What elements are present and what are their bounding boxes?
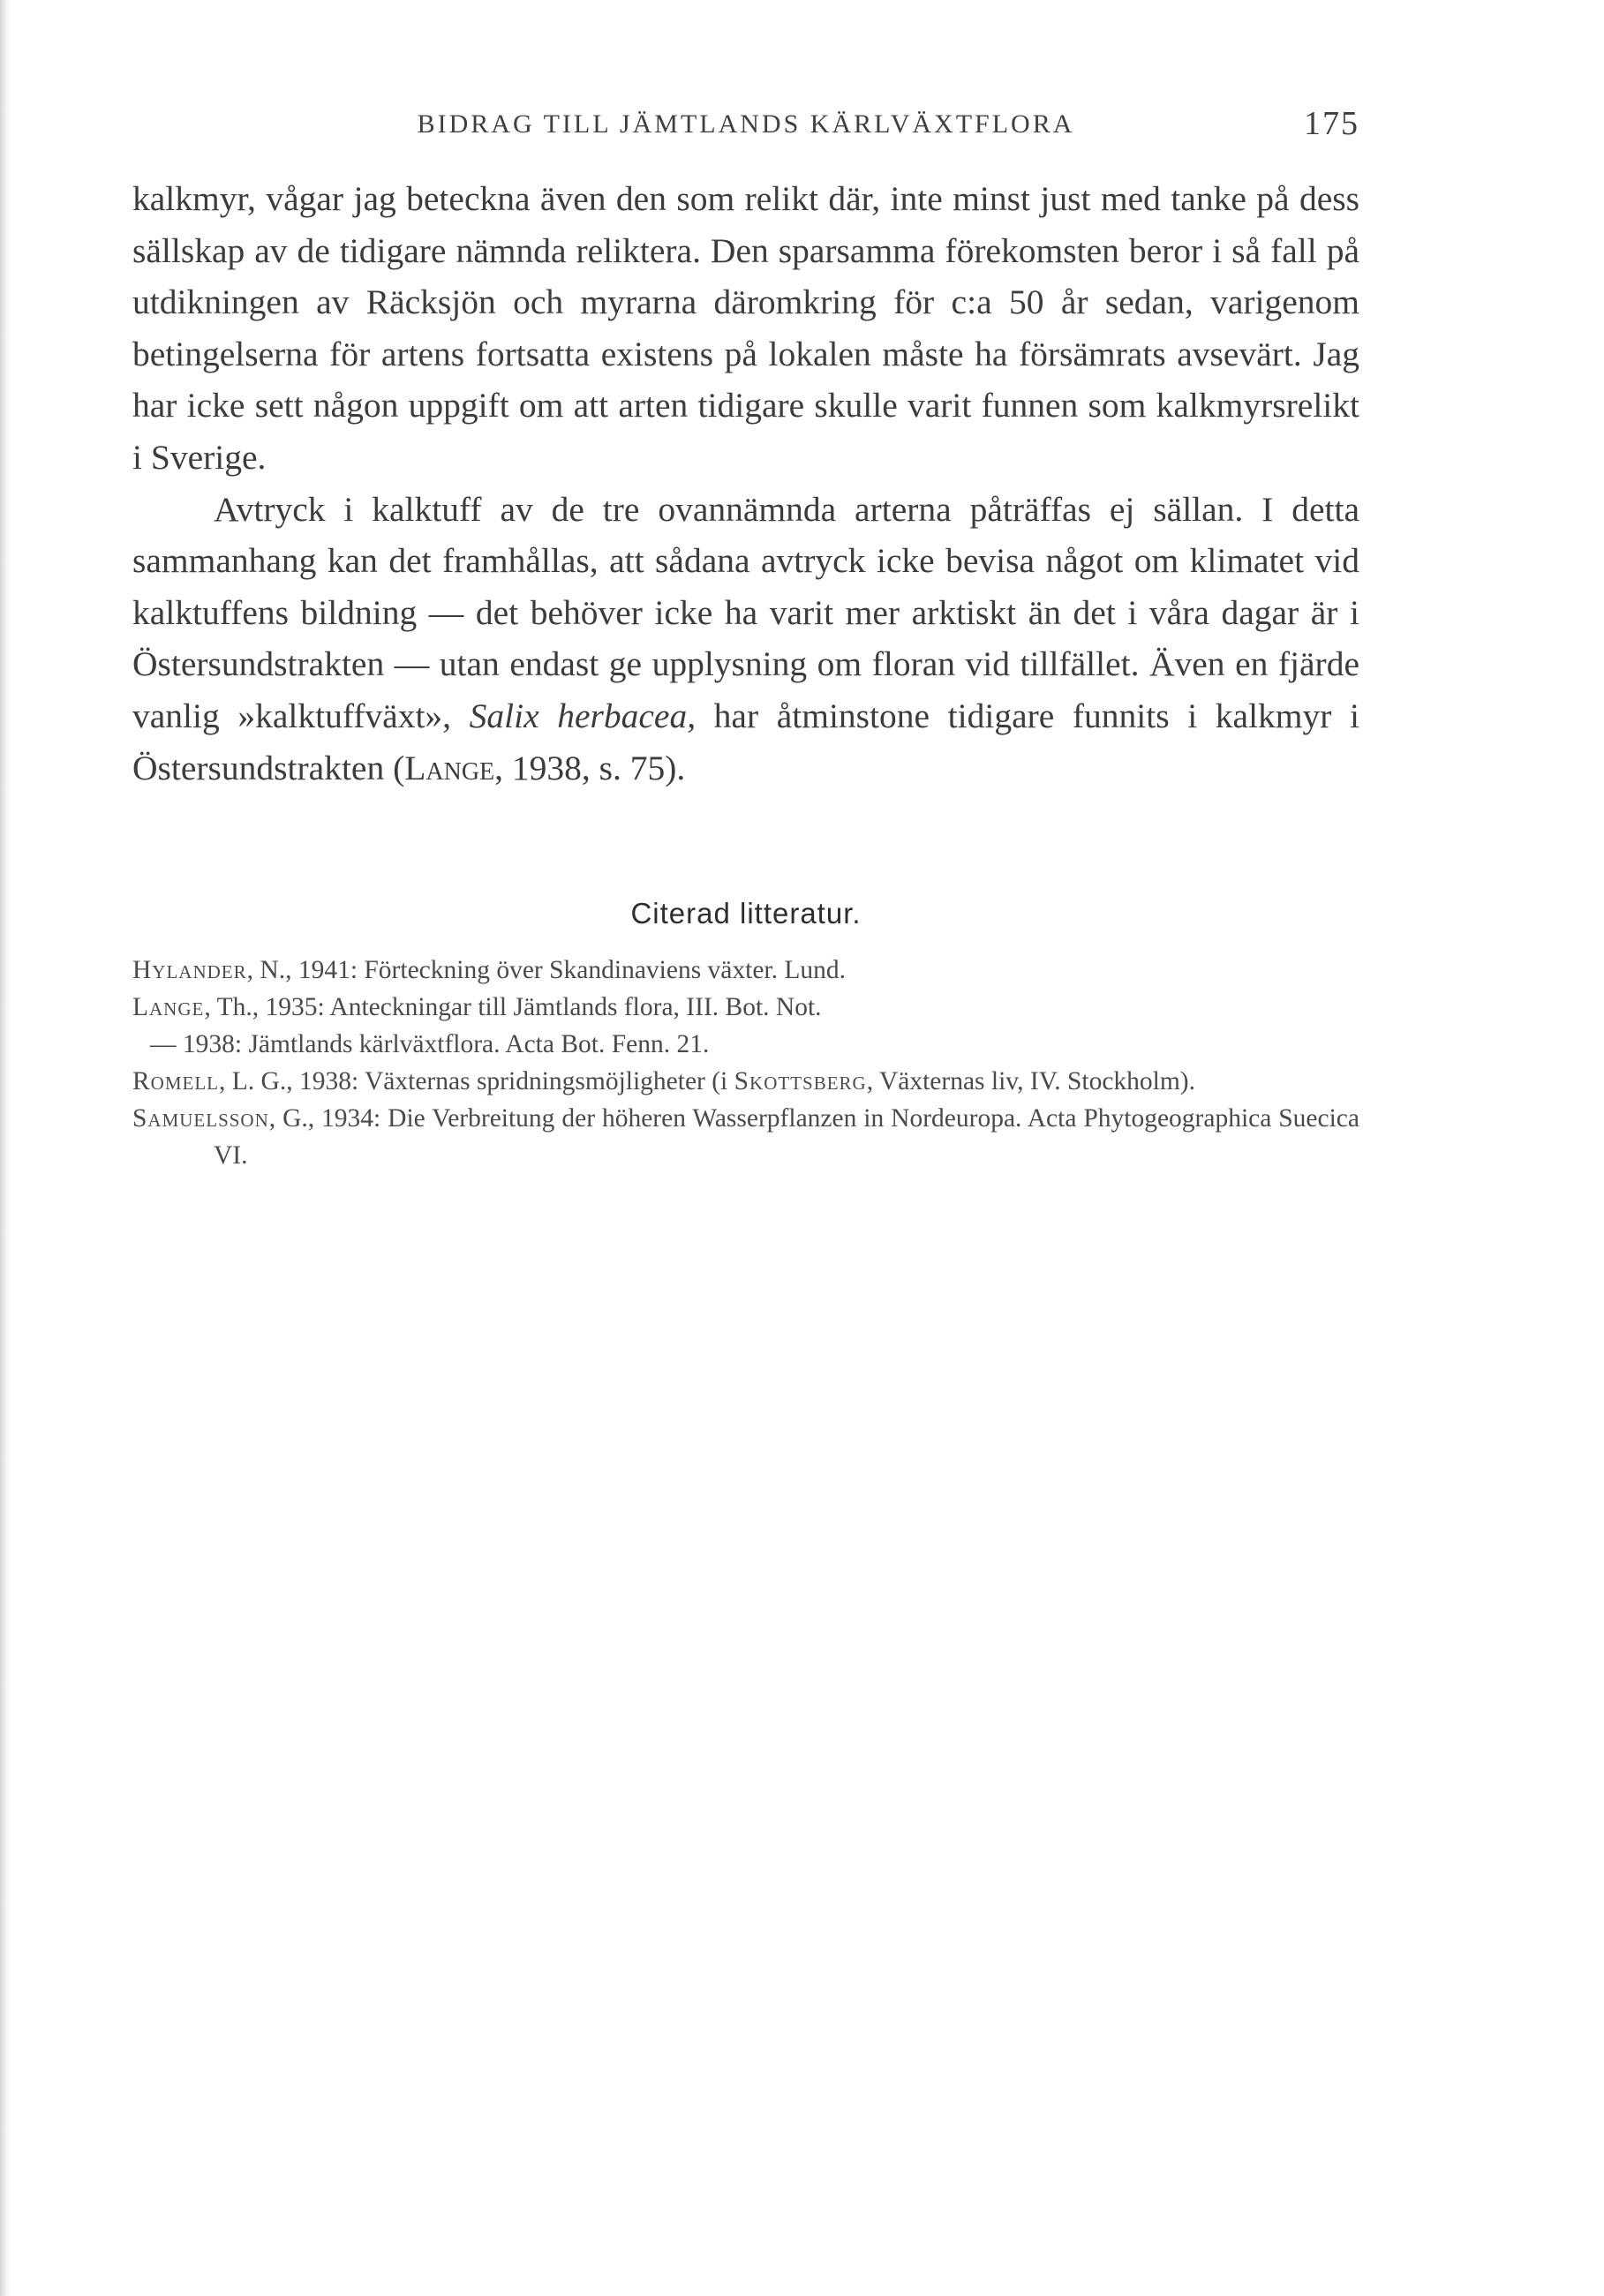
reference-entry — [132, 1026, 1359, 1063]
reference-entry — [132, 952, 1359, 989]
section-heading: Citerad litteratur. — [630, 897, 862, 930]
reference-author: Hylander — [132, 956, 247, 984]
reference-dash: — — [150, 1030, 177, 1058]
citation-author: Lange — [404, 748, 495, 787]
running-title: BIDRAG TILL JÄMTLANDS KÄRLVÄXTFLORA — [417, 109, 1075, 139]
reference-editor: Skottsberg — [734, 1067, 867, 1095]
reference-entry — [132, 989, 1359, 1026]
reference-author: Romell — [132, 1067, 219, 1095]
reference-author: Lange — [132, 993, 205, 1021]
reference-entry — [132, 1063, 1359, 1100]
paragraph-2 — [132, 484, 1359, 794]
paragraph-2-text-c: , 1938, s. 75). — [494, 748, 686, 787]
page-number: 175 — [1304, 105, 1359, 142]
reference-details: , L. G., 1938: Växternas spridningsmöjligheter (i — [219, 1067, 734, 1095]
body-text — [132, 173, 1359, 794]
reference-details: , N., 1941: Förteckning över Skandinaviens växter. Lund. — [246, 956, 847, 984]
reference-details: , G., 1934: Die Verbreitung der höheren Wasserpflanzen in Nordeuropa. Acta Phytogeographica Suecica VI. — [214, 1104, 1359, 1170]
paragraph-2-text-a: Avtryck i kalktuff av de tre ovannämnda arterna påträffas ej sällan. I detta sammanhang kan det framhållas, att sådana avtryck icke bevisa något om klimatet vid kalktuffens bildning — det behöver icke ha varit mer arktiskt än det i våra dagar är i Östersundstrakten — utan endast ge upplysning om floran vid tillfället. Även en fjärde vanlig »kalktuffväxt», — [132, 489, 1359, 735]
running-header — [132, 104, 1359, 148]
reference-details: , Th., 1935: Anteckningar till Jämtlands flora, III. Bot. Not. — [204, 993, 822, 1021]
species-name-italic: Salix herbacea, — [469, 696, 697, 735]
reference-list — [132, 952, 1359, 1174]
reference-author: Samuelsson — [132, 1104, 269, 1133]
reference-details-cont: , Växternas liv, IV. Stockholm). — [866, 1067, 1195, 1095]
paragraph-2-text-b: har åtminstone tidigare funnits i kalkmyr i Östersundstrakten ( — [132, 696, 1360, 787]
reference-entry — [132, 1100, 1359, 1174]
paragraph-1: kalkmyr, vågar jag beteckna även den som relikt där, inte minst just med tanke på dess sällskap av de tidigare nämnda reliktera. Den sparsamma förekomsten beror i så fall på utdikningen av Räcksjön och myrarna däromkring för c:a 50 år sedan, varigenom betingelserna för artens fortsatta existens på lokalen måste ha försämrats avsevärt. Jag har icke sett någon uppgift om att arten tidigare skulle varit funnen som kalkmyrsrelikt i Sverige. — [132, 179, 1359, 477]
reference-details: 1938: Jämtlands kärlväxtflora. Acta Bot. Fenn. 21. — [176, 1030, 710, 1058]
